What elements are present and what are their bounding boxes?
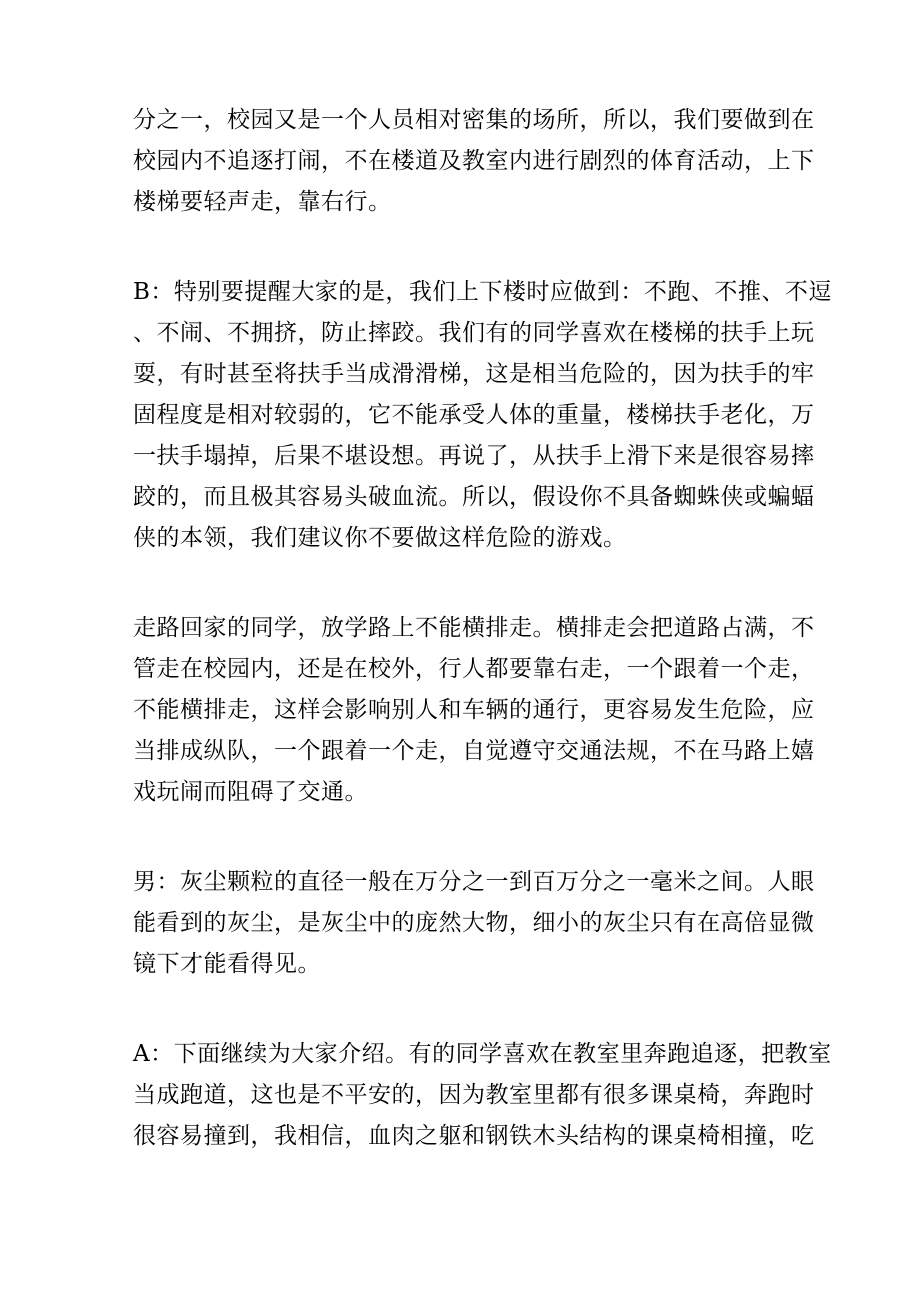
text-line: 戏玩闹而阻碍了交通。 <box>133 779 368 805</box>
text-line: 楼梯要轻声走，靠右行。 <box>133 189 392 215</box>
text-line: 校园内不追逐打闹，不在楼道及教室内进行剧烈的体育活动，上下 <box>133 148 815 174</box>
text-line: 能看到的灰尘，是灰尘中的庞然大物，细小的灰尘只有在高倍显微 <box>133 910 815 936</box>
text-line: 跤的，而且极其容易头破血流。所以，假设你不具备蜘蛛侠或蝙蝠 <box>133 484 815 510</box>
text-line: 一扶手塌掉，后果不堪设想。再说了，从扶手上滑下来是很容易摔 <box>133 443 815 469</box>
text-line: 当排成纵队，一个跟着一个走，自觉遵守交通法规，不在马路上嬉 <box>133 738 815 764</box>
text-line: 镜下才能看得见。 <box>133 951 321 977</box>
paragraph-3 <box>133 608 820 813</box>
text-line: 很容易撞到，我相信，血肉之躯和钢铁木头结构的课桌椅相撞，吃 <box>133 1123 815 1149</box>
text-line: 固程度是相对较弱的，它不能承受人体的重量，楼梯扶手老化，万 <box>133 402 815 428</box>
text-line: 管走在校园内，还是在校外，行人都要靠右走，一个跟着一个走， <box>133 656 815 682</box>
text-line: 男：灰尘颗粒的直径一般在万分之一到百万分之一毫米之间。人眼 <box>133 869 815 895</box>
text-line: 不能横排走，这样会影响别人和车辆的通行，更容易发生危险，应 <box>133 697 815 723</box>
text-line: 、不闹、不拥挤，防止摔跤。我们有的同学喜欢在楼梯的扶手上玩 <box>133 320 815 346</box>
text-line: 当成跑道，这也是不平安的，因为教室里都有很多课桌椅，奔跑时 <box>133 1082 815 1108</box>
text-line: 侠的本领，我们建议你不要做这样危险的游戏。 <box>133 525 627 551</box>
text-line: B：特别要提醒大家的是，我们上下楼时应做到：不跑、不推、不逗 <box>133 279 832 305</box>
paragraph-5 <box>133 1034 832 1157</box>
paragraph-1 <box>133 100 820 223</box>
text-line: 分之一，校园又是一个人员相对密集的场所，所以，我们要做到在 <box>133 107 815 133</box>
text-line: A：下面继续为大家介绍。有的同学喜欢在教室里奔跑追逐，把教室 <box>133 1041 832 1067</box>
paragraph-4 <box>133 862 820 985</box>
paragraph-2 <box>133 272 832 559</box>
text-line: 耍，有时甚至将扶手当成滑滑梯，这是相当危险的，因为扶手的牢 <box>133 361 815 387</box>
text-line: 走路回家的同学，放学路上不能横排走。横排走会把道路占满，不 <box>133 615 815 641</box>
